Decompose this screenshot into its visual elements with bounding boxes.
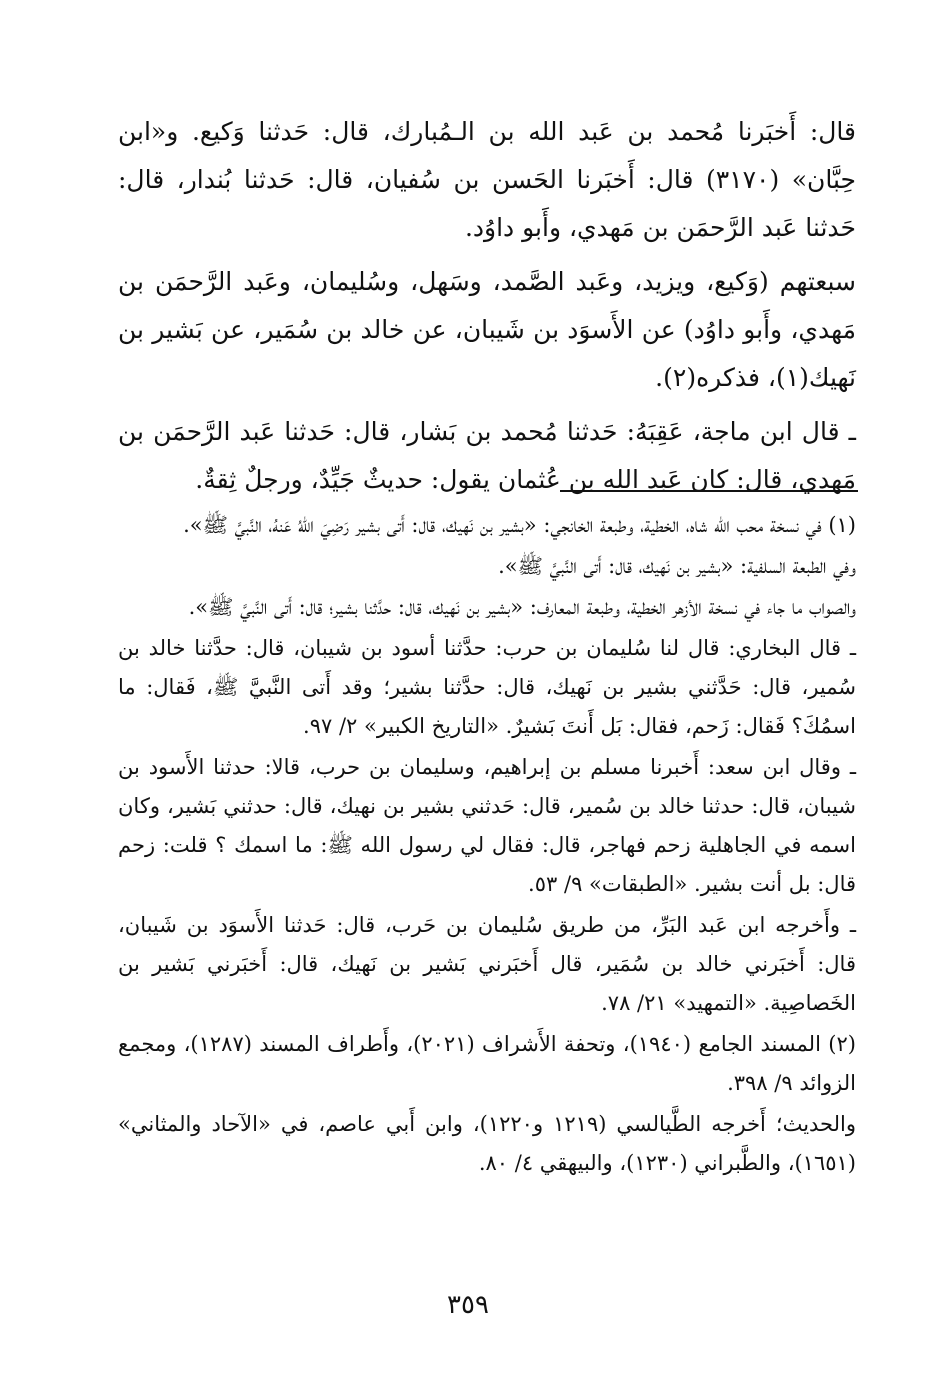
main-paragraph-2: سبعتهم (وَكيع، ويزيد، وعَبد الصَّمد، وسَهل، وسُليمان، وعَبد الرَّحمَن بن مَهدي، وأَبو داوُد) عن الأَسوَد بن شَيبان، عن خالد بن سُمَير، عن بَشير بن نَهيك(١)، فذكره(٢). — [118, 267, 856, 392]
footnote-1-para-6: ـ وأَخرجه ابن عَبد البَرِّ، من طريق سُليمان بن حَرب، قال: حَدثنا الأَسوَد بن شَيبان، قال: أَخبَرني خالد بن سُمَير، قال أَخبَرني بَشير بن نَهيك، قال: أَخبَرني بَشير بن الخَصاصِية. «التمهيد» ٢١/ ٧٨. — [118, 913, 856, 1015]
footnote-1-para-3: والصواب ما جاء في نسخة الأزهر الخطية، وطبعة المعارف: «بشير بن نَهيك، قال: حدَّثنا بشير؛ قال: أَتى النَّبيَّ ﷺ». — [188, 595, 856, 619]
footnote-2-para-2: والحديث؛ أَخرجه الطَّيالسي (١٢١٩ و١٢٢٠)، وابن أَبي عاصم، في «الآحاد والمثاني» (١٦٥١)، والطَّبراني (١٢٣٠)، والبيهقي ٤/ ٨٠. — [118, 1112, 856, 1175]
main-text — [118, 108, 856, 510]
footnote-1-para-5: ـ وقال ابن سعد: أَخبرنا مسلم بن إبراهيم، وسليمان بن حرب، قالا: حدثنا الأَسود بن شيبان، قال: حدثنا خالد بن سُمير، قال: حَدثني بشير بن نهيك، قال: حدثني بَشير، وكان اسمه في الجاهلية زحم فهاجر، قال: فقال لي رسول الله ﷺ: ما اسمك ؟ قلت: زحم قال: بل أنت بشير. «الطبقات» ٩/ ٥٣. — [118, 755, 856, 896]
footnotes — [118, 506, 856, 1185]
footnote-2: (٢) المسند الجامع (١٩٤٠)، وتحفة الأَشراف (٢٠٢١)، وأَطراف المسند (١٢٨٧)، ومجمع الزوائد ٩/ ٣٩٨. — [118, 1032, 856, 1095]
footnote-1: (١) في نسخة محب الله شاه، الخطية، وطبعة الخانجي: «بشير بن نَهيك، قال: أَتى بشير رَضِيَ اللهُ عَنهُ، النَّبيَّ ﷺ». — [183, 513, 856, 537]
main-paragraph-1: قال: أَخبَرنا مُحمد بن عَبد الله بن الـمُبارك، قال: حَدثنا وَكيع. و«ابن حِبَّان» (٣١٧٠) قال: أَخبَرنا الحَسن بن سُفيان، قال: حَدثنا بُندار، قال: حَدثنا عَبد الرَّحمَن بن مَهدي، وأَبو داوُد. — [118, 117, 856, 242]
footnote-divider — [560, 490, 858, 492]
footnote-1-para-2: وفي الطبعة السلفية: «بشير بن نَهيك، قال: أَتى النَّبيَّ ﷺ». — [498, 554, 856, 578]
main-paragraph-3: ـ قال ابن ماجة، عَقِبَهُ: حَدثنا مُحمد بن بَشار، قال: حَدثنا عَبد الرَّحمَن بن مَهدي، قال: كان عَبد الله بن عُثمان يقول: حديثٌ جَيِّدٌ، ورجلٌ ثِقةٌ. — [118, 417, 856, 494]
footnote-1-para-4: ـ قال البخاري: قال لنا سُليمان بن حرب: حدَّثنا أسود بن شيبان، قال: حدَّثنا خالد بن سُمير، قال: حَدَّثني بشير بن نَهيك، قال: حدَّثنا بشير؛ وقد أَتى النَّبيَّ ﷺ، فَقال: ما اسمُكَ؟ فَقال: زَحم، فقال: بَل أَنتَ بَشيرٌ. «التاريخ الكبير» ٢/ ٩٧. — [118, 636, 856, 738]
page-number: ٣٥٩ — [447, 1290, 489, 1320]
